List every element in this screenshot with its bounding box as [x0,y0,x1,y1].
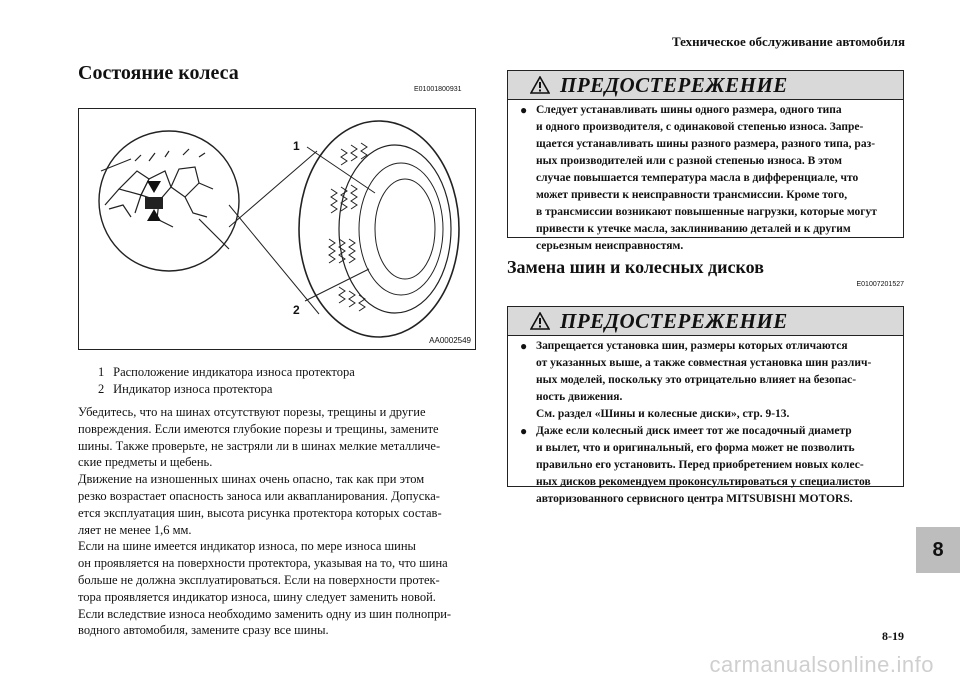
warning-line: щается устанавливать шины разного размера, разного типа, раз- [536,138,876,150]
warning-body [508,336,903,512]
body-line: Движение на изношенных шинах очень опасно, так как при этом [78,472,425,487]
warning-title: ПРЕДОСТЕРЕЖЕНИЕ [560,309,788,333]
warning-line: Запрещается установка шин, размеры которых отличаются [536,340,848,352]
body-line: резко возрастает опасность заноса или аквапланирования. Допуска- [78,488,440,503]
body-line: больше не должна эксплуатироваться. Если на поверхности протек- [78,572,440,587]
chapter-tab: 8 [916,527,960,573]
figure-code: AA0002549 [429,336,471,345]
body-paragraphs [78,404,482,639]
running-header: Техническое обслуживание автомобиля [671,34,905,49]
bullet-icon: ● [520,103,528,117]
page-number: 8-19 [882,629,904,643]
body-line: ется эксплуатация шин, высота рисунка протектора которых состав- [78,505,442,520]
warning-item [520,102,893,255]
body-line: тора проявляется индикатор износа, шину следует заменить новой. [78,589,436,604]
warning-triangle-icon [530,76,550,94]
warning-line: в трансмиссии возникают повышенные нагрузки, которые могут [536,206,877,218]
bullet-icon: ● [520,424,528,438]
body-line: Убедитесь, что на шинах отсутствуют порезы, трещины и другие [78,405,426,419]
warning-box-wheels [507,306,904,505]
warning-line: правильно его установить. Перед приобретением новых колес- [536,459,864,471]
warning-line: ных моделей, поскольку это отрицательно влияет на безопас- [536,374,857,386]
body-line: ляет не менее 1,6 мм. [78,522,192,537]
warning-line: от указанных выше, а также совместная установка шин различ- [536,357,872,369]
legend-item: 2 Индикатор износа протектора [98,382,273,396]
section-code: E01001800931 [414,86,462,93]
body-line: водного автомобиля, замените сразу все шины. [78,623,329,638]
warning-line: и одного производителя, с одинаковой степенью износа. Запре- [536,121,864,133]
section-title-wheel-condition: Состояние колеса [78,62,239,84]
body-line: он проявляется на поверхности протектора, указывая на то, что шина [78,556,448,571]
warning-line: Даже если колесный диск имеет тот же посадочный диаметр [536,425,852,437]
warning-line: случае повышается температура масла в дифференциале, что [536,172,859,184]
figure-legend [98,364,355,398]
warning-line: Следует устанавливать шины одного размера, одного типа [536,104,842,116]
watermark: carmanualsonline.info [709,652,934,677]
warning-line: и вылет, что и оригинальный, его форма может не позволить [536,442,855,454]
warning-line: ность движения. [536,391,623,403]
warning-line: ных дисков рекомендуем проконсультироваться у специалистов [536,476,871,488]
body-line: Если вследствие износа необходимо заменить одну из шин полнопри- [78,606,452,621]
body-line: Если на шине имеется индикатор износа, по мере износа шины [78,539,416,554]
warning-line: привести к утечке масла, заклиниванию деталей и к другим [536,223,851,235]
warning-line: авторизованного сервисного центра MITSUBISHI MOTORS. [536,493,853,505]
callout-1: 1 [293,139,300,153]
warning-line: серьезным неисправностям. [536,240,684,252]
warning-line: См. раздел «Шины и колесные диски», стр. 9-13. [536,408,790,420]
warning-title: ПРЕДОСТЕРЕЖЕНИЕ [560,73,788,97]
section-code: E01007201527 [856,281,904,288]
tire-illustration [79,109,475,349]
tire-wear-figure [78,108,476,350]
warning-triangle-icon [530,312,550,330]
warning-line: может привести к неисправности трансмиссии. Кроме того, [536,189,848,201]
legend-item: 1 Расположение индикатора износа протектора [98,365,355,379]
body-line: шины. Также проверьте, не застряли ли в шинах мелкие металличе- [78,438,441,453]
warning-line: ных производителей или с разной степенью износа. В этом [536,155,842,167]
section-title-tire-replacement: Замена шин и колесных дисков [507,257,764,277]
body-line: повреждения. Если имеются глубокие порезы и трещины, замените [78,421,439,436]
bullet-icon: ● [520,339,528,353]
warning-box-tires [507,70,904,252]
warning-header [508,71,903,100]
warning-header [508,307,903,336]
warning-item [520,338,893,423]
body-line: ские предметы и щебень. [78,455,213,470]
callout-2: 2 [293,303,300,317]
warning-item [520,423,893,508]
warning-body [508,100,903,259]
